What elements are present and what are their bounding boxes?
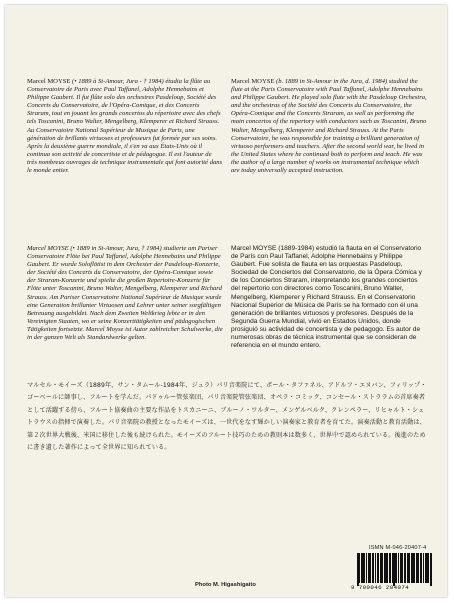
german-name: Marcel MOYSE (27, 245, 69, 252)
barcode-bar (405, 553, 406, 583)
back-cover-page (5, 5, 447, 597)
barcode-bar (387, 553, 388, 583)
barcode-bar (423, 553, 425, 583)
barcode-bar (373, 553, 374, 583)
english-body: (b. 1889 in St-Amour in the Jura, d. 1984) studied the flute at the Paris Conservatoire with Paul Taffanel, Adolphe Hennebains and Philippe Gaubert. He played solo flute with the Pasdeloup Orchestra, and the orchestras of the Société des Concerts du Conservatoire, the Opéra-Comique and the Concerts Straram, as well as performing the main concertos of the repertory with conductors such as Toscanini, Bruno Walter, Mengelberg, Klemperer and Richard Strauss. At the Paris Conservatoire, he was responsible for training a brilliant generation of virtuoso performers and teachers. After the second world war, he lived in the United States where he continued both to perform and teach. He was the author of a large number of works on instrumental technique which are today universally accepted instruction. (231, 78, 427, 175)
ismn-number: ISMN M-046-20407-4 (369, 545, 427, 551)
barcode-bar (395, 553, 396, 583)
french-name: Marcel MOYSE (27, 78, 71, 85)
german-body: (• 1889 in St-Amour, Jura, † 1984) studierte am Pariser Conservatoire Flöte bei Paul Taffanel, Adolphe Hennebains und Philippe Gaubert. Er wurde Soloflötist in dem Orchester der Pasdeloup-Konzerte, der Société des Concerts du Conservatoire, der Opéra-Comique sowie der Straram-Konzerte und spielte die großen Repertoire-Konzerte für Flöte unter Toscanini, Bruno Walter, Mengelberg, Klemperer und Richard Strauss. Am Pariser Conservatoire National Supérieur de Musique wurde eine Generation brillanter Virtuosen und Lehrer unter seiner sorgfältigen Betreuung ausgebildet. Nach dem Zweiten Weltkrieg lebte er in den Vereinigten Staaten, wo er seine Konzerttätigkeiten und pädagogischen Tätigkeiten fortsetzte. Marcel Moyse ist Autor zahlreicher Schulwerke, die in der ganzen Welt als Standardwerke gelten. (27, 245, 223, 342)
barcode-bar (418, 553, 419, 583)
spanish-name: Marcel MOYSE (231, 245, 277, 252)
spanish-biography (231, 245, 427, 350)
barcode-bar (427, 553, 428, 583)
english-biography (231, 78, 427, 175)
barcode-bar (382, 553, 383, 583)
barcode-bar (414, 553, 415, 583)
barcode-bar (431, 553, 432, 586)
barcode-bar (392, 553, 393, 583)
barcode-bar (369, 553, 370, 583)
spanish-body: (1889-1984) estudió la flauta en el Conservatorio de París con Paul Taffanel, Adolphe Hennebains y Philippe Gaubert. Fue solista de flauta en las orquestas Pasdeloup, Sociedad de Conciertos del Conservatorio, de la Ópera Cómica y de los Conciertos Straram, interpretando los grandes conciertos del repertorio con directores como Toscanini, Bruno Walter, Mengelberg, Klemperer y Richard Strauss. En el Conservatorio Nacional Superior de Música de París se ha formado con él una generación de brillantes virtuosos y profesores. Después de la Segunda Guerra Mundial, vivió en Estados Unidos, donde prosiguió su actividad de concertista y de pedagogo. Es autor de numerosas obras de técnica instrumental que se consideran de referencia en el mundo entero. (231, 245, 422, 350)
barcode-bar (378, 553, 379, 583)
barcode-digits: 9 790046 204074 (351, 584, 410, 591)
barcode-bar (401, 553, 402, 583)
barcode-bar (409, 553, 410, 583)
french-dates-part: (• 1889 à St-Amour, Jura - † 1984) étudia la flûte au Conservatoire de Paris avec Paul Taffanel, Adolphe Hennebains et Philippe Gaubert. Il fut flûte solo des orchestres Pasdeloup, Société des Concerts du Conservatoire, de l'Opéra-Comique, et des Concerts Straram, tout en jouant les grands concertos du répertoire avec des chefs tels Toscanini, Bruno Walter, Mengelberg, Klemperer et Richard Strauss. Au Conservatoire National Supérieur de Musique de Paris, une génération de brillants virtuoses et professeurs fut formée par ses soins. Après la deuxième guerre mondiale, il s'en va aux États-Unis où il continua son activité de concertiste et de pédagogue. Il est l'auteur de très nombreux ouvrages de technique instrumentale qui font autorité dans le monde entier. (27, 78, 223, 175)
japanese-biography: マルセル・モイーズ（1889年、サン・タムール-1984年、ジュラ）パリ音楽院にて、ポール・タファネル、アドルフ・エヌバン、フィリップ・ゴーベールに師事し、フルートを学んだ。パドゥルー管弦楽団、パリ音楽院管弦楽団、オペラ・コミック、コンセール・ストララムの首席奏者として活躍する傍ら、フルート協奏曲の主要な作品をトスカニーニ、ブルーノ・ワルター、メンゲルベルク、クレンペラー、リヒャルト・シュトラウスの指揮で演奏した。パリ音楽院の教授となったモイーズは、一世代をなす輝かしい演奏家と教育者を育てた。演奏活動と教育活動は、第２次世界大戦後、米国に移住した後も続けられた。モイーズのフルート技巧のための教則本は数多く、世界中で認められている。後進のために書き遺した著作によって全世界に知られている。 (27, 382, 427, 452)
barcode-icon (357, 553, 433, 583)
english-name: Marcel MOYSE (231, 78, 275, 85)
photo-credit: Photo M. Higashigaito (195, 582, 256, 588)
french-biography (27, 78, 223, 175)
barcode-bar (363, 553, 365, 583)
barcode-bar (359, 553, 360, 583)
german-biography (27, 245, 223, 342)
